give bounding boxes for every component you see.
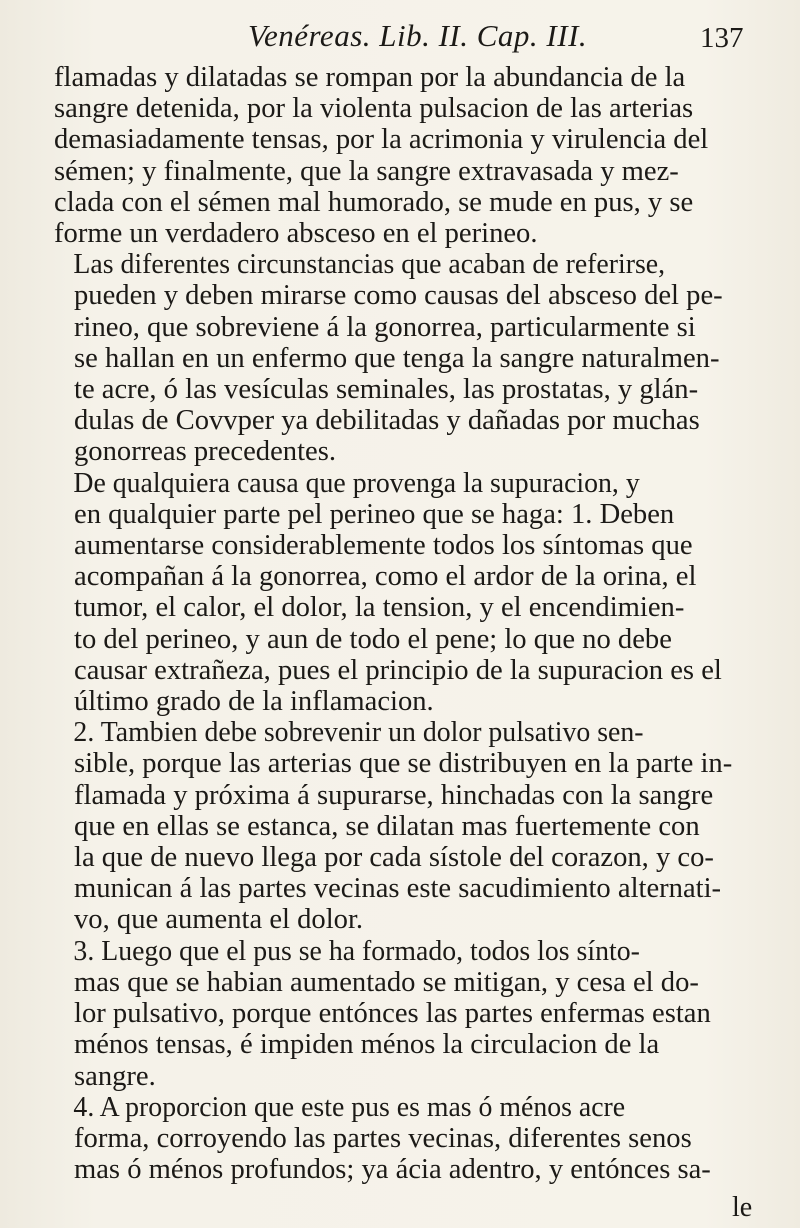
text-line: la que de nuevo llega por cada sístole del corazon, y co- [74, 842, 714, 874]
text-line: 4. A proporcion que este pus es mas ó ménos acre [73, 1091, 626, 1123]
text-line: forme un verdadero absceso en el perineo. [54, 218, 538, 250]
text-line: aumentarse considerablemente todos los síntomas que [74, 530, 693, 562]
text-line: Las diferentes circunstancias que acaban de referirse, [73, 249, 666, 281]
paragraph [54, 936, 760, 1092]
running-head: Venéreas. Lib. II. Cap. III. [248, 18, 588, 53]
text-line: flamadas y dilatadas se rompan por la abundancia de la [54, 62, 686, 93]
text-line: te acre, ó las vesículas seminales, las prostatas, y glán- [74, 374, 699, 406]
body-text [54, 62, 760, 1185]
text-line: mas ó ménos profundos; ya ácia adentro, y entónces sa- [74, 1154, 711, 1186]
paragraph [54, 1092, 760, 1186]
paragraph [54, 717, 760, 935]
text-line: to del perineo, y aun de todo el pene; lo que no debe [74, 623, 672, 655]
text-line: 2. Tambien debe sobrevenir un dolor pulsativo sen- [73, 717, 644, 749]
text-line: sible, porque las arterias que se distribuyen en la parte in- [74, 748, 733, 780]
text-line: último grado de la inflamacion. [74, 686, 434, 718]
text-line: pueden y deben mirarse como causas del absceso del pe- [74, 280, 723, 312]
text-line: vo, que aumenta el dolor. [74, 904, 364, 936]
text-line: rineo, que sobreviene á la gonorrea, particularmente si [74, 311, 696, 343]
text-line: en qualquier parte pel perineo que se haga: 1. Deben [74, 498, 675, 530]
text-line: se hallan en un enfermo que tenga la sangre naturalmen- [74, 342, 720, 374]
text-line: forma, corroyendo las partes vecinas, diferentes senos [74, 1122, 692, 1154]
text-line: dulas de Covvper ya debilitadas y dañadas por muchas [74, 405, 700, 437]
text-line: acompañan á la gonorrea, como el ardor de la orina, el [74, 561, 697, 593]
text-line: sémen; y finalmente, que la sangre extravasada y mez- [54, 155, 679, 187]
page-header [0, 18, 800, 58]
page-number: 137 [700, 22, 744, 54]
text-line: tumor, el calor, el dolor, la tension, y el encendimien- [74, 592, 685, 624]
text-line: munican á las partes vecinas este sacudimiento alternati- [74, 873, 722, 905]
text-line: demasiadamente tensas, por la acrimonia y virulencia del [54, 124, 709, 156]
text-line: sangre. [74, 1060, 156, 1092]
text-line: sangre detenida, por la violenta pulsacion de las arterias [54, 93, 694, 125]
text-line: mas que se habian aumentado se mitigan, y cesa el do- [74, 966, 699, 998]
paragraph [54, 249, 760, 467]
text-line: clada con el sémen mal humorado, se mude en pus, y se [54, 186, 694, 218]
paragraph [54, 62, 760, 249]
text-line: ménos tensas, é impiden ménos la circulacion de la [74, 1029, 660, 1061]
text-line: lor pulsativo, porque entónces las partes enfermas estan [74, 998, 711, 1030]
text-line: 3. Luego que el pus se ha formado, todos los sínto- [73, 935, 640, 967]
catchword: le [732, 1192, 753, 1223]
text-line: que en ellas se estanca, se dilatan mas fuertemente con [74, 810, 700, 842]
text-line: De qualquiera causa que provenga la supuracion, y [73, 467, 640, 499]
paragraph [54, 468, 760, 718]
text-line: flamada y próxima á supurarse, hinchadas con la sangre [74, 779, 714, 811]
text-line: gonorreas precedentes. [74, 436, 336, 468]
text-line: causar extrañeza, pues el principio de la supuracion es el [74, 654, 722, 686]
